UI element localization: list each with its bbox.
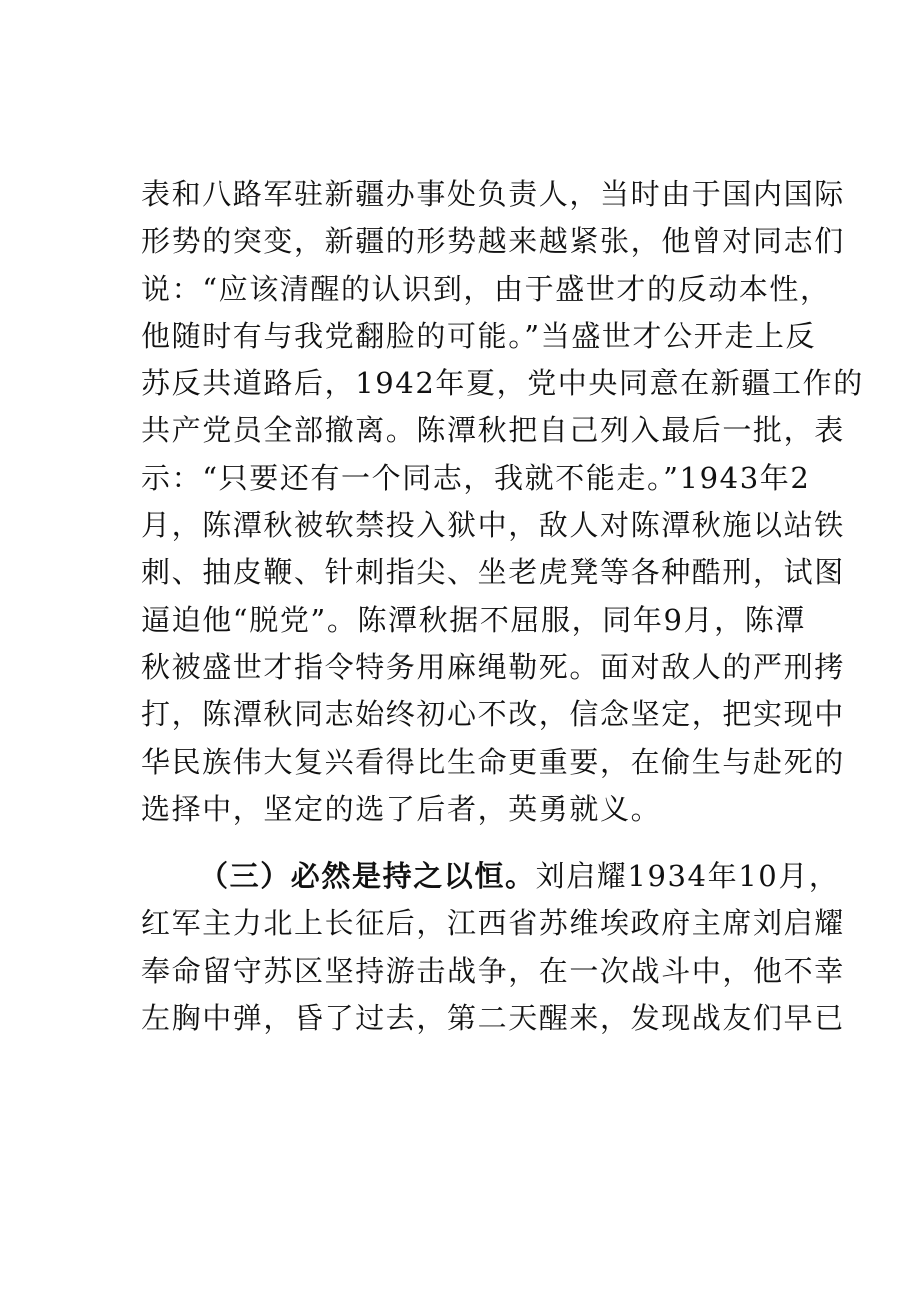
paragraph-first-line	[141, 853, 840, 900]
paragraph-line: 左胸中弹，昏了过去，第二天醒来，发现战友们早已	[141, 1000, 845, 1035]
paragraph-line: 苏反共道路后，1942年夏，党中央同意在新疆工作的	[141, 366, 864, 401]
paragraph-line: 红军主力北上长征后，江西省苏维埃政府主席刘启耀	[141, 906, 845, 941]
paragraph-line: 共产党员全部撤离。陈潭秋把自己列入最后一批，表	[141, 413, 845, 448]
paragraph-1	[141, 171, 864, 833]
section-heading: （三）必然是持之以恒。	[199, 859, 536, 893]
paragraph-line: 华民族伟大复兴看得比生命更重要，在偷生与赴死的	[141, 744, 845, 779]
paragraph-line: 奉命留守苏区坚持游击战争，在一次战斗中，他不幸	[141, 953, 845, 988]
paragraph-line-rest: 刘启耀1934年10月，	[535, 859, 840, 893]
paragraph-line: 打，陈潭秋同志始终初心不改，信念坚定，把实现中	[141, 697, 845, 732]
paragraph-line: 刺、抽皮鞭、针刺指尖、坐老虎凳等各种酷刑，试图	[141, 555, 845, 590]
paragraph-line: 示：“只要还有一个同志，我就不能走。”1943年2	[141, 460, 811, 495]
paragraph-line: 逼迫他“脱党”。陈潭秋据不屈服，同年9月，陈潭	[141, 602, 806, 637]
paragraph-line: 秋被盛世才指令特务用麻绳勒死。面对敌人的严刑拷	[141, 649, 845, 684]
paragraph-line: 选择中，坚定的选了后者，英勇就义。	[141, 791, 662, 826]
paragraph-line: 说：“应该清醒的认识到，由于盛世才的反动本性，	[141, 271, 831, 306]
paragraph-line: 形势的突变，新疆的形势越来越紧张，他曾对同志们	[141, 224, 845, 259]
paragraph-line: 他随时有与我党翻脸的可能。”当盛世才公开走上反	[141, 318, 817, 353]
paragraph-line: 表和八路军驻新疆办事处负责人，当时由于国内国际	[141, 177, 845, 211]
paragraph-2	[141, 853, 845, 1042]
paragraph-line: 月，陈潭秋被软禁投入狱中，敌人对陈潭秋施以站铁	[141, 508, 845, 543]
